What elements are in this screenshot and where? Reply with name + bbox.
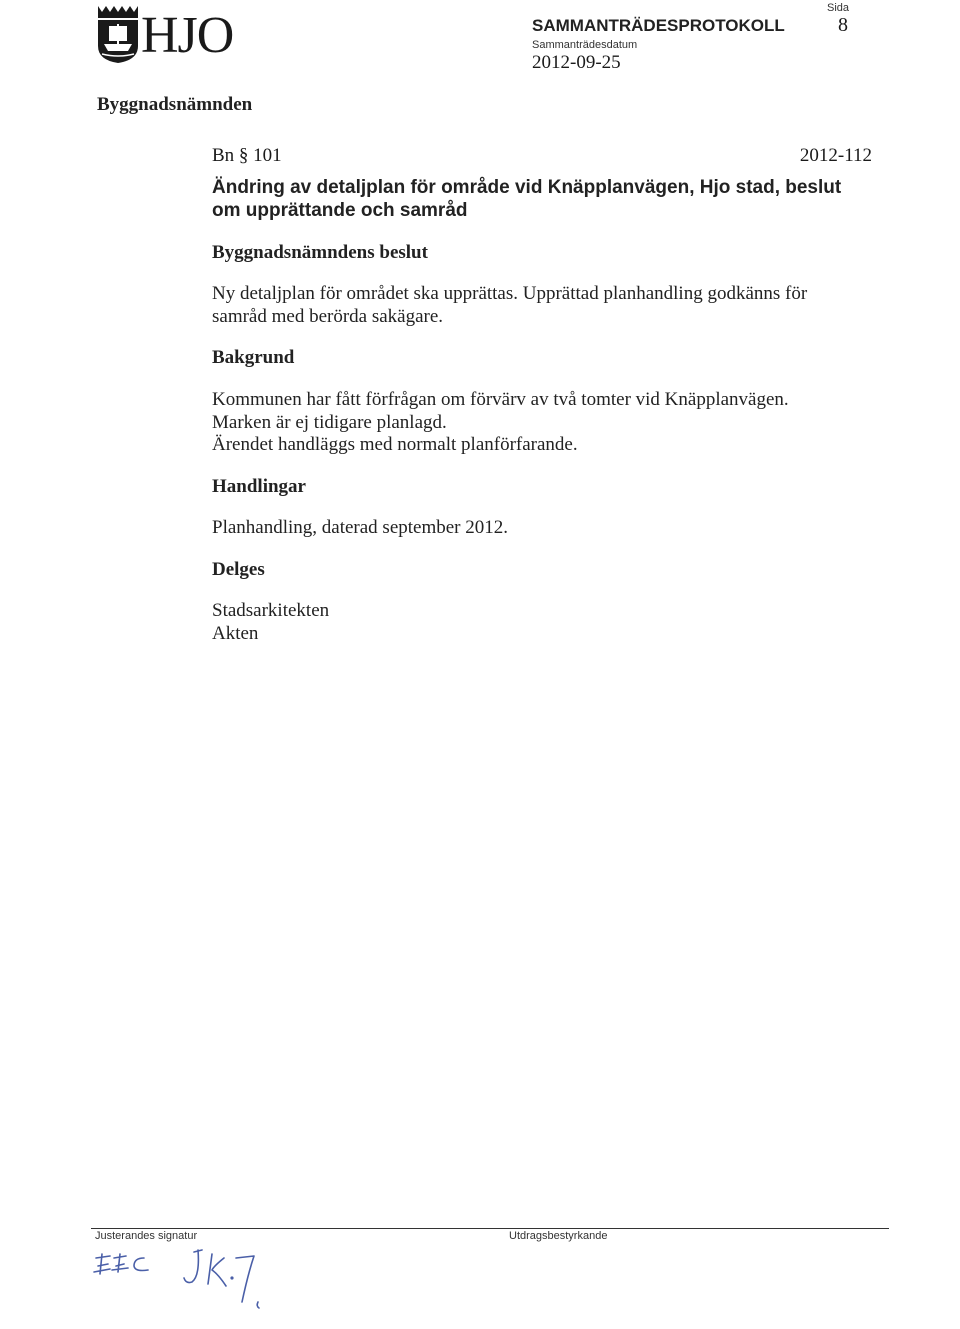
footer-divider (91, 1228, 889, 1229)
text-line: Kommunen har fått förfrågan om förvärv av två tomter vid Knäpplanvägen. (212, 389, 789, 410)
page-label: Sida (827, 2, 850, 14)
documents-heading: Handlingar (212, 476, 306, 497)
ship-crest-icon (96, 4, 140, 64)
list-item: Akten (212, 622, 259, 644)
text-line: Ärendet handläggs med normalt planförfarande. (212, 434, 578, 455)
distribution-heading: Delges (212, 559, 265, 580)
meeting-date: 2012-09-25 (532, 52, 621, 73)
background-heading: Bakgrund (212, 347, 295, 368)
text-line: samråd med berörda sakägare. (212, 305, 444, 327)
signature-label: Justerandes signatur (95, 1230, 198, 1242)
text-line: Marken är ej tidigare planlagd. (212, 411, 447, 433)
committee-name: Byggnadsnämnden (97, 94, 253, 115)
case-title: Ändring av detaljplan för område vid Knäpplanvägen, Hjo stad, beslut om upprättande och samråd (212, 177, 842, 221)
decision-text (212, 283, 852, 328)
distribution-list (212, 600, 329, 645)
certifier-label: Utdragsbestyrkande (509, 1230, 608, 1242)
meeting-date-label: Sammanträdesdatum (532, 39, 638, 51)
document-type: SAMMANTRÄDESPROTOKOLL (532, 16, 785, 35)
handwritten-signature-icon (88, 1244, 268, 1316)
list-item: Stadsarkitekten (212, 600, 330, 621)
documents-text (212, 517, 508, 540)
page-number: 8 (838, 14, 848, 36)
decision-heading: Byggnadsnämndens beslut (212, 242, 428, 263)
logo-wordmark: HJO (141, 7, 234, 64)
background-text (212, 389, 852, 457)
text-line: Planhandling, daterad september 2012. (212, 517, 509, 538)
text-line: Ny detaljplan för området ska upprättas. Upprättad planhandling godkänns för (212, 283, 808, 304)
paragraph-reference: Bn § 101 (212, 145, 282, 166)
case-number: 2012-112 (799, 145, 872, 166)
